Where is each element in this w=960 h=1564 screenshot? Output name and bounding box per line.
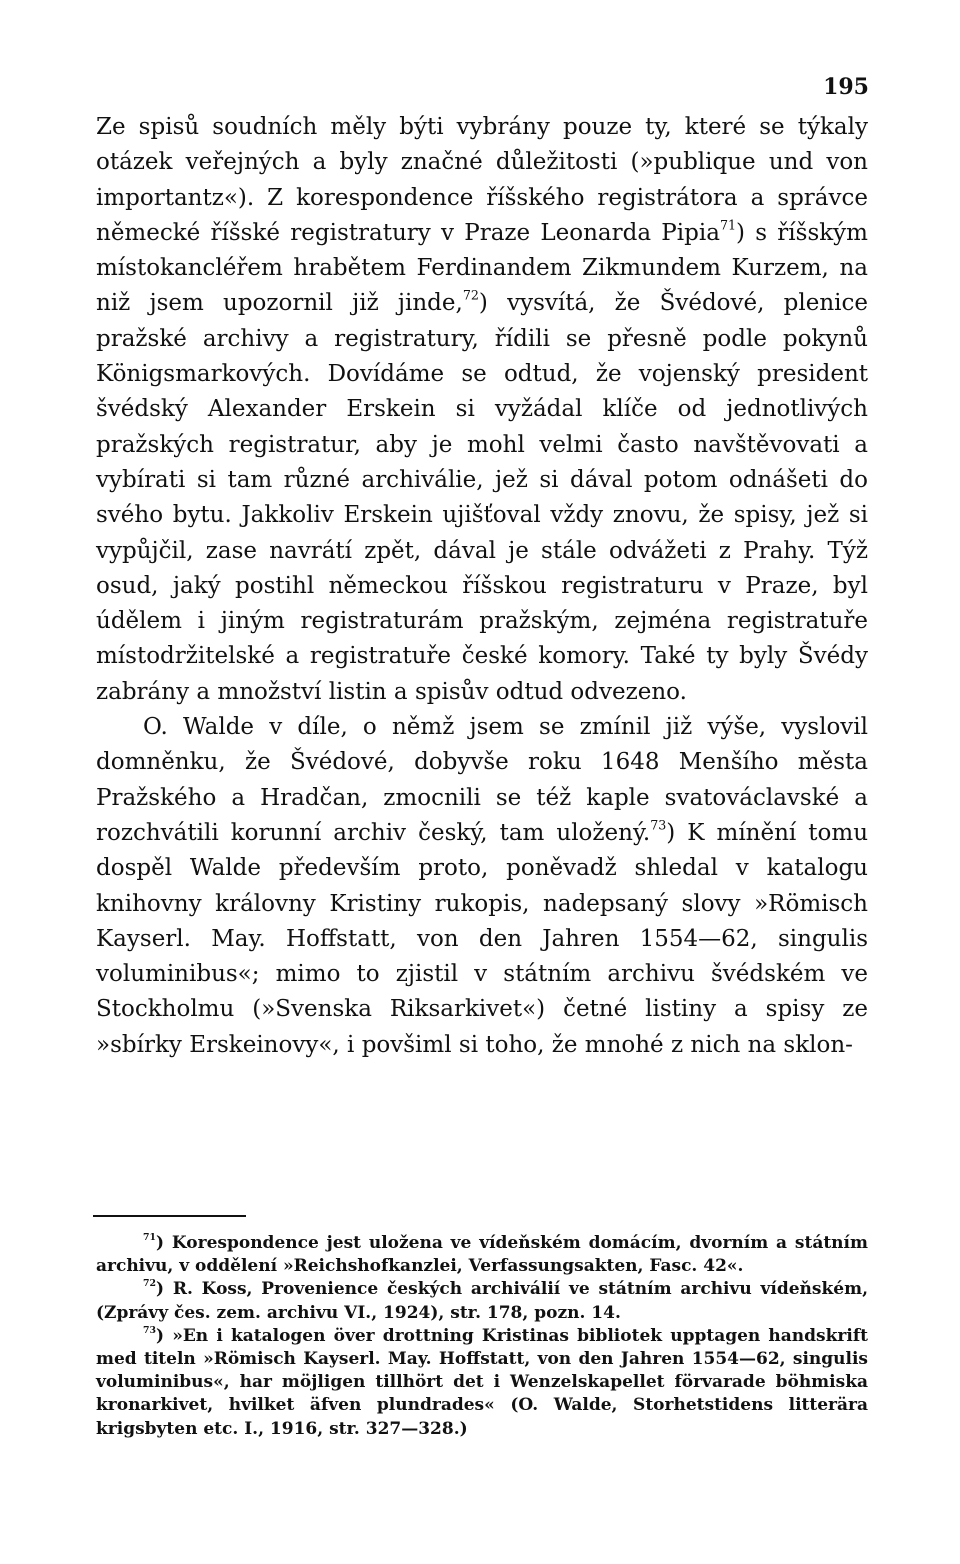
paragraph-1 [96, 110, 868, 710]
footnote-ref-73: 73 [650, 817, 667, 833]
paragraph-text: ) K mínění tomu dospěl Walde především proto, poněvadž shledal v katalogu knihovny královny Kristiny rukopis, nadepsaný slovy »Römisch Kayserl. May. Hoffstatt, von den Jahren 1554—62, singulis voluminibus«; mimo to zjistil v státním archivu švédském ve Stockholmu (»Svenska Riksarkivet«) četné listiny a spisy ze »sbírky Erskeinovy«, i povšiml si toho, že mnohé z nich na sklon- [96, 819, 869, 1058]
footnote-separator [93, 1215, 246, 1217]
paragraph-text: O. Walde v díle, o němž jsem se zmínil již výše, vyslovil domněnku, že Švédové, dobyvše roku 1648 Menšího města Pražského a Hradčan, zmocnili se též kaple svatováclavské a rozchvátili korunní archiv český, tam uložený. [96, 714, 868, 846]
footnote-text: ) »En i katalogen över drottning Kristinas bibliotek upptagen handskrift med titeln »Römisch Kayserl. May. Hoffstatt, von den Jahren 1554—62, singulis voluminibus«, har möjligen tillhört det i Wenzelskapellet förvarade böhmiska kronarkivet, hvilket äfven plundrades« (O. Walde, Storhetstidens litterära krigsbyten etc. I., 1916, str. 327—328.) [96, 1325, 868, 1439]
footnote-mark: 73 [143, 1324, 157, 1336]
paragraph-text: ) vysvítá, že Švédové, plenice pražské archivy a registratury, řídili se přesně podle pokynů Königsmarkových. Dovídáme se odtud, že vojenský president švédský Alexander Erskein si vyžádal klíče od jednotlivých pražských registratur, aby je mohl velmi často navštěvovati a vybírati si tam různé archiválie, jež si dával potom odnášeti do svého bytu. Jakkoliv Erskein ujišťoval vždy znovu, že spisy, jež si vypůjčil, zase navrátí zpět, dával je stále odvážeti z Prahy. Týž osud, jaký postihl německou říšskou registraturu v Praze, byl údělem i jiným registraturám pražským, zejména registratuře místodržitelské a registratuře české komory. Také ty byly Švédy zabrány a množství listin a spisův odtud odvezeno. [96, 290, 868, 705]
footnote-text: ) R. Koss, Provenience českých archiválií ve státním archivu vídeňském, (Zprávy čes. zem. archivu VI., 1924), str. 178, pozn. 14. [96, 1279, 868, 1323]
page-number: 195 [823, 74, 869, 100]
paragraph-2 [96, 710, 868, 1063]
footnote-mark: 71 [143, 1232, 157, 1244]
paragraph-text: Ze spisů soudních měly býti vybrány pouze ty, které se týkaly otázek veřejných a byly značné důležitosti (»publique und von importantz«). Z korespondence říšského registrátora a správce německé říšské registratury v Praze Leonarda Pipia [96, 114, 868, 246]
footnote-ref-71: 71 [719, 217, 737, 233]
footnotes [96, 1232, 868, 1441]
footnote-ref-72: 72 [462, 287, 479, 303]
footnote-71 [96, 1232, 868, 1278]
footnote-72 [96, 1278, 868, 1324]
footnote-text: ) Korespondence jest uložena ve vídeňském domácím, dvorním a státním archivu, v oddělení »Reichshofkanzlei, Verfassungsakten, Fasc. 42«. [96, 1233, 868, 1277]
footnote-73 [96, 1325, 868, 1441]
paragraph-text: ) s říšským místokancléřem hrabětem Ferdinandem Zikmundem Kurzem, na niž jsem upozornil již jinde, [96, 219, 868, 317]
body-text [96, 110, 868, 1063]
footnote-mark: 72 [143, 1278, 157, 1290]
